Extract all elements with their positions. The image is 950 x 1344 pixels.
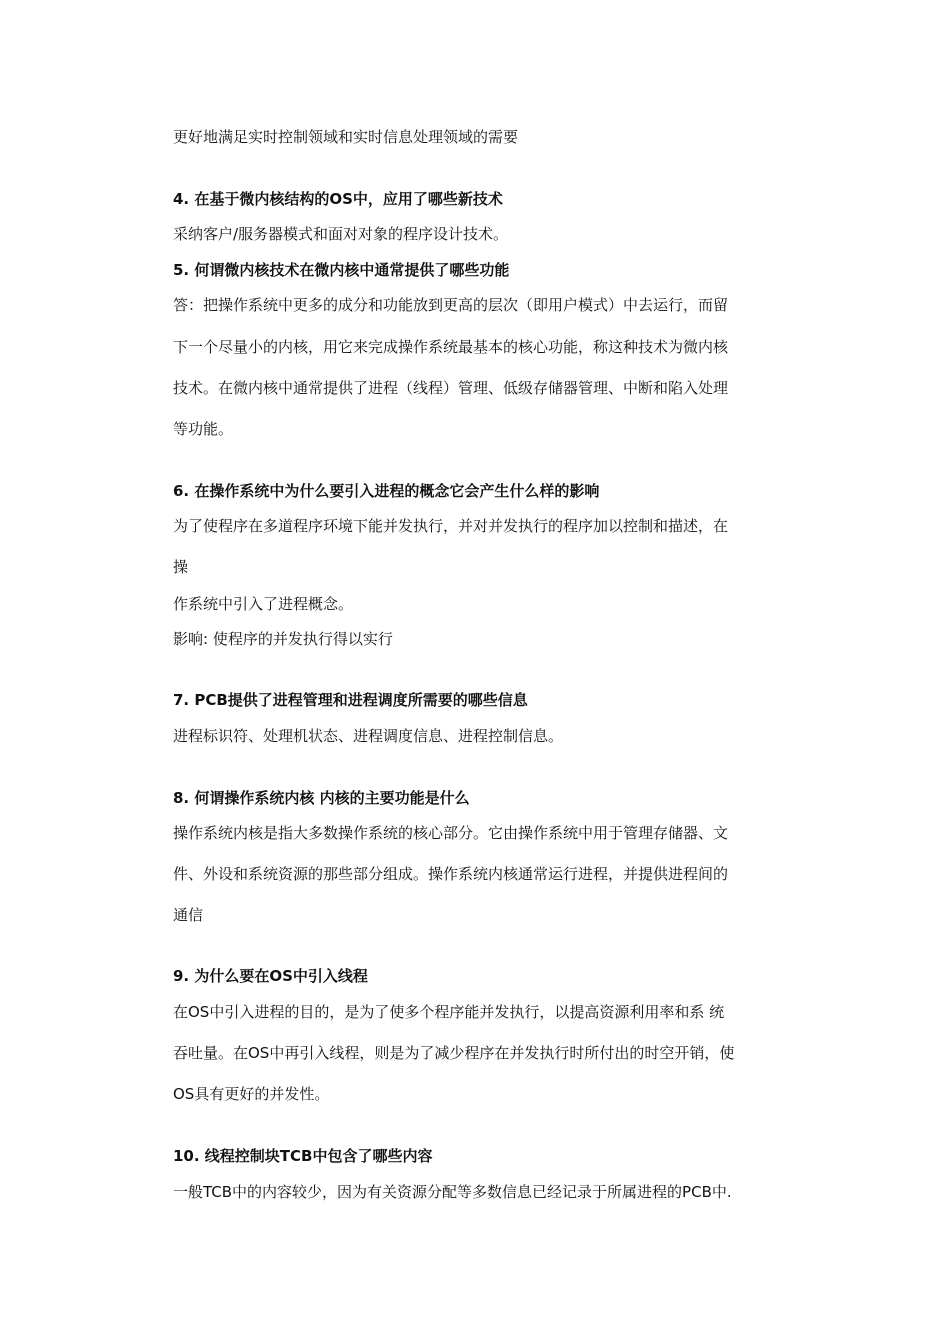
question-5-title: 5. 何谓微内核技术在微内核中通常提供了哪些功能 <box>173 261 510 279</box>
question-5-answer-line-1: 答：把操作系统中更多的成分和功能放到更高的层次（即用户模式）中去运行，而留 <box>173 296 729 314</box>
question-6-answer-line-4: 影响: 使程序的并发执行得以实行 <box>173 630 393 648</box>
question-10-title: 10. 线程控制块TCB中包含了哪些内容 <box>173 1147 433 1165</box>
question-8-title: 8. 何谓操作系统内核 内核的主要功能是什么 <box>173 789 470 807</box>
question-9-answer-line-2: 吞吐量。在OS中再引入线程，则是为了减少程序在并发执行时所付出的时空开销，使 <box>173 1044 735 1062</box>
question-8-answer-line-1: 操作系统内核是指大多数操作系统的核心部分。它由操作系统中用于管理存储器、文 <box>173 824 729 842</box>
question-6-title: 6. 在操作系统中为什么要引入进程的概念它会产生什么样的影响 <box>173 482 600 500</box>
question-9-answer-line-3: OS具有更好的并发性。 <box>173 1085 330 1103</box>
question-8-answer-line-2: 件、外设和系统资源的那些部分组成。操作系统内核通常运行进程，并提供进程间的 <box>173 865 729 883</box>
question-10-answer: 一般TCB中的内容较少，因为有关资源分配等多数信息已经记录于所属进程的PCB中. <box>173 1183 732 1201</box>
question-8-answer-line-3: 通信 <box>173 906 204 924</box>
question-9-answer-line-1: 在OS中引入进程的目的，是为了使多个程序能并发执行，以提高资源利用率和系 统 <box>173 1003 725 1021</box>
question-5-answer-line-2: 下一个尽量小的内核，用它来完成操作系统最基本的核心功能，称这种技术为微内核 <box>173 338 729 356</box>
question-6-answer-line-3: 作系统中引入了进程概念。 <box>173 595 354 613</box>
question-4-title: 4. 在基于微内核结构的OS中，应用了哪些新技术 <box>173 190 503 208</box>
question-7-title: 7. PCB提供了进程管理和进程调度所需要的哪些信息 <box>173 691 528 709</box>
question-5-answer-line-3: 技术。在微内核中通常提供了进程（线程）管理、低级存储器管理、中断和陷入处理 <box>173 379 729 397</box>
question-6-answer-line-1: 为了使程序在多道程序环境下能并发执行，并对并发执行的程序加以控制和描述，在 <box>173 517 729 535</box>
intro-line: 更好地满足实时控制领域和实时信息处理领域的需要 <box>173 128 519 146</box>
question-7-answer: 进程标识符、处理机状态、进程调度信息、进程控制信息。 <box>173 727 564 745</box>
question-5-answer-line-4: 等功能。 <box>173 420 234 438</box>
question-9-title: 9. 为什么要在OS中引入线程 <box>173 967 368 985</box>
question-6-answer-line-2: 操 <box>173 558 189 576</box>
question-4-answer: 采纳客户/服务器模式和面对对象的程序设计技术。 <box>173 225 509 243</box>
